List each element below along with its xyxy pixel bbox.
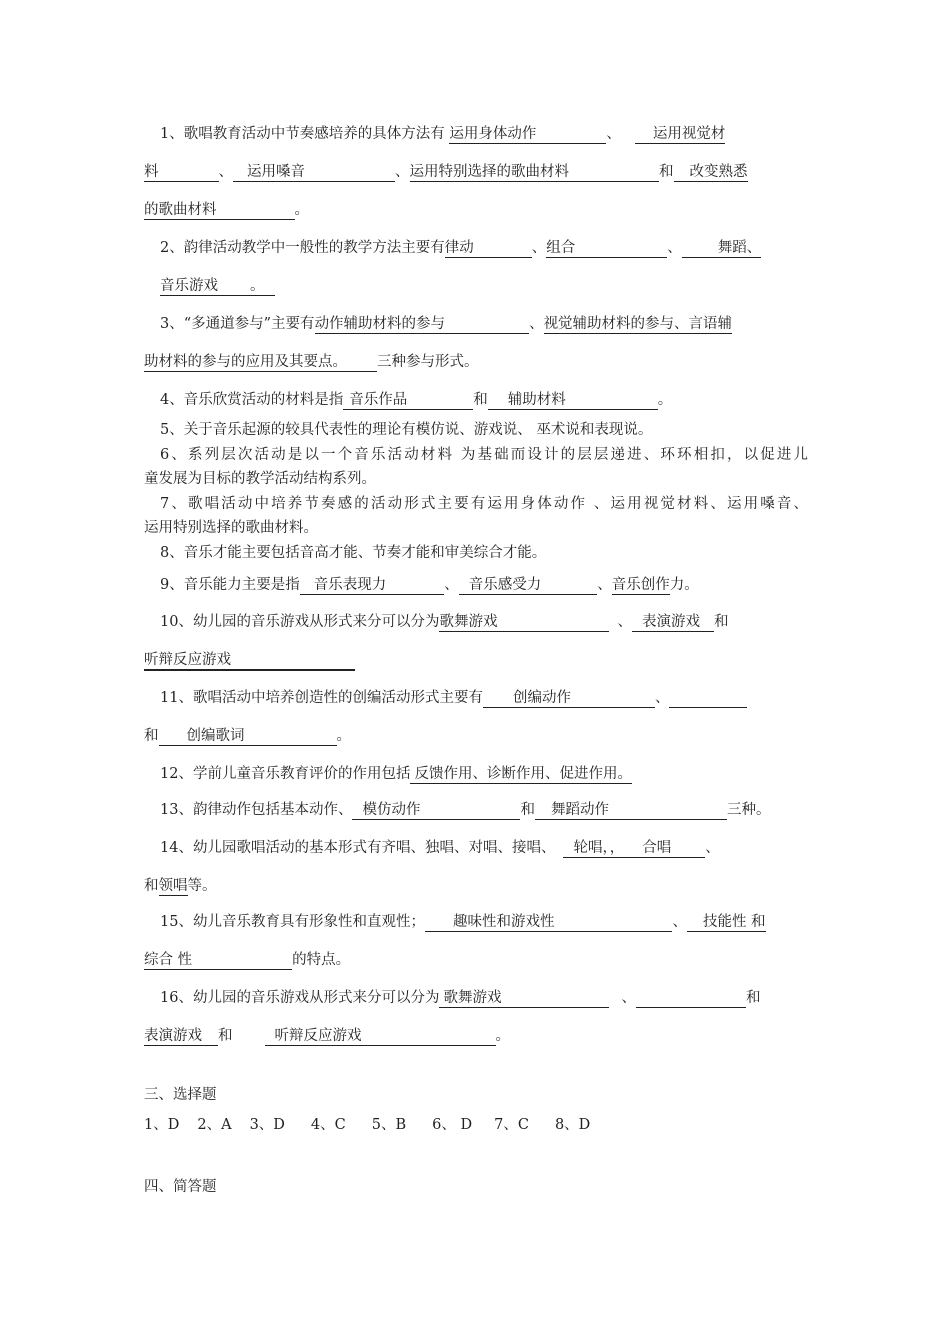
answer: 3、D [249,1117,285,1133]
blank-9b: 音乐感受力 [459,577,598,595]
blank-13a: 模仿动作 [352,802,520,820]
blank-2c: 舞蹈、 [682,240,762,258]
item-9: 9、音乐能力主要是指 音乐表现力 、 音乐感受力 、音乐创作力。 [160,577,699,593]
blank-2b: 组合 [546,240,667,258]
item-6-line-1: 6、系列层次活动是以一个音乐活动材料 为基础而设计的层层递进、环环相扣，以促进儿 [160,447,808,463]
item-3-line-2: 助材料的参与的应用及其要点。 三种参与形式。 [144,354,479,370]
blank-4b: 辅助材料 [488,392,658,410]
blank-9a: 音乐表现力 [300,577,445,595]
section-3-answers [144,1115,808,1135]
blank-16d: 听辩反应游戏 [265,1028,496,1046]
blank-12a: 反馈作用、诊断作用、促进作用。 [410,766,632,784]
blank-9c: 音乐创作 [611,577,670,593]
blank-4a: 音乐作品 [343,392,473,410]
blank-10a: 歌舞游戏 [439,614,609,632]
blank-11b [669,690,747,708]
item-15-line-1: 15、幼儿音乐教育具有形象性和直观性； 趣味性和游戏性 、 技能性 和 [160,914,766,930]
item-1-line-1: 1、歌唱教育活动中节奏感培养的具体方法有 运用身体动作 、 运用视觉材 [160,126,726,142]
section-4-title: 四、简答题 [144,1179,217,1195]
blank-15c: 综合 性 [144,952,292,970]
blank-1e: 改变熟悉 [674,164,748,182]
item-10-line-1: 10、幼儿园的音乐游戏从形式来分可以分为歌舞游戏 、 表演游戏 和 [160,614,729,630]
item-1-line-3: 的歌曲材料 。 [144,202,309,218]
answer: 2、A [197,1117,232,1133]
item-7-line-2: 运用特别选择的歌曲材料。 [144,520,318,536]
blank-15b: 技能性 和 [687,914,766,932]
answer: 1、D [144,1117,180,1133]
item-3-line-1: 3、“多通道参与”主要有动作辅助材料的参与 、视觉辅助材料的参与、言语辅 [160,316,733,332]
item-12: 12、学前儿童音乐教育评价的作用包括 反馈作用、诊断作用、促进作用。 [160,766,632,782]
item-10-line-2 [144,650,808,670]
item-6-line-2: 童发展为目标的教学活动结构系列。 [144,471,376,487]
blank-11c: 创编歌词 [159,728,337,746]
blank-1c: 运用嗓音 [233,164,395,182]
item-16-line-1: 16、幼儿园的音乐游戏从形式来分可以分为 歌舞游戏 、 和 [160,990,761,1006]
item-5: 5、关于音乐起源的较具代表性的理论有模仿说、游戏说、 巫术说和表现说。 [160,422,653,438]
blank-16a: 歌舞游戏 [439,990,609,1008]
section-3-title: 三、选择题 [144,1087,217,1103]
blank-1b: 运用视觉材 [635,126,726,144]
item-7-line-1: 7、歌唱活动中培养节奏感的活动形式主要有运用身体动作 、运用视觉材料、运用嗓音、 [160,496,808,512]
blank-10c: 听辩反应游戏 [144,652,355,671]
blank-11a: 创编动作 [483,690,655,708]
item-14-line-2: 和领唱等。 [144,878,217,894]
blank-1a: 运用身体动作 [449,126,606,144]
item-16-line-2: 表演游戏 和 听辩反应游戏 。 [144,1028,510,1044]
blank-13b: 舞蹈动作 [535,802,727,820]
blank-1d: 运用特别选择的歌曲材料 [410,164,660,182]
blank-2d: 音乐游戏 。 [160,278,275,296]
item-13: 13、韵律动作包括基本动作、 模仿动作 和 舞蹈动作 三种。 [160,802,771,818]
item-14-line-1: 14、幼儿园歌唱活动的基本形式有齐唱、独唱、对唱、接唱、 轮唱，， 合唱 、 [160,840,720,856]
item-15-line-2: 综合 性 的特点。 [144,952,351,968]
blank-3b: 视觉辅助材料的参与、言语辅 [543,316,733,332]
item-2-line-2 [160,276,808,296]
blank-3a: 动作辅助材料的参与 [315,316,530,334]
blank-14b: 领唱 [158,878,188,894]
blank-16c: 表演游戏 [144,1028,218,1046]
blank-15a: 趣味性和游戏性 [425,914,673,932]
item-11-line-1: 11、歌唱活动中培养创造性的创编活动形式主要有 创编动作 、 [160,688,808,708]
blank-16b [636,990,746,1008]
item-2-line-1: 2、韵律活动教学中一般性的教学方法主要有律动 、组合 、 舞蹈、 [160,240,762,256]
item-11-line-2: 和 创编歌词 。 [144,728,351,744]
blank-14a: 轮唱，， 合唱 [563,840,705,858]
blank-10b: 表演游戏 [632,614,714,632]
answer: 6、 D [432,1117,473,1133]
answer: 7、C [494,1117,529,1133]
item-1-line-2: 料 、 运用嗓音 、运用特别选择的歌曲材料 和 改变熟悉 [144,164,748,180]
item-4: 4、音乐欣赏活动的材料是指 音乐作品 和 辅助材料 。 [160,392,673,408]
answer: 8、D [554,1117,591,1133]
item-8: 8、音乐才能主要包括音高才能、节奏才能和审美综合才能。 [160,545,547,561]
blank-2a: 律动 [445,240,532,258]
answer: 4、C [310,1117,346,1133]
answer: 5、B [371,1117,407,1133]
